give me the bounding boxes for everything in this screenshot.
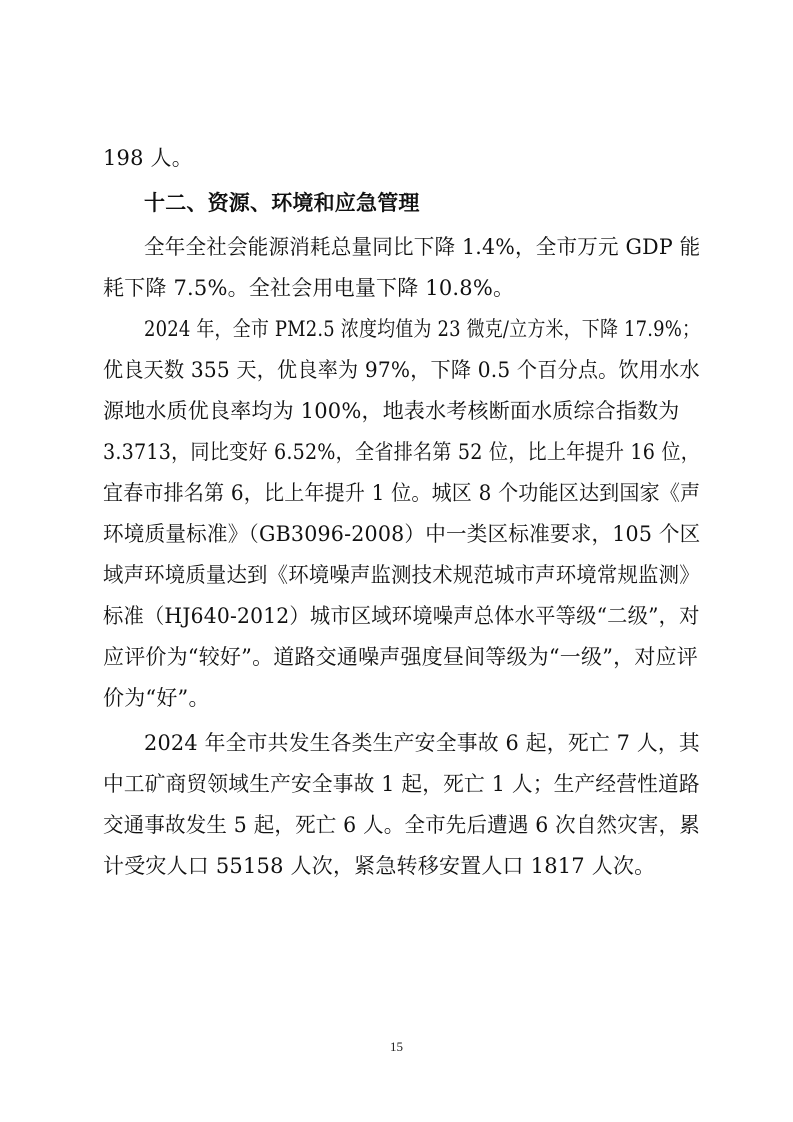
paragraph-line: 优良天数 355 天，优良率为 97%，下降 0.5 个百分点。饮用水水 <box>103 358 700 382</box>
paragraph-line: 计受灾人口 55158 人次，紧急转移安置人口 1817 人次。 <box>103 854 656 878</box>
paragraph-line: 价为“好”。 <box>103 686 210 710</box>
text-line: 198 人。 <box>103 146 193 170</box>
paragraph-line: 中工矿商贸领域生产安全事故 1 起，死亡 1 人；生产经营性道路 <box>103 772 700 796</box>
paragraph-line: 域声环境质量达到《环境噪声监测技术规范城市声环境常规监测》 <box>103 563 700 587</box>
section-heading: 十二、资源、环境和应急管理 <box>144 191 420 215</box>
paragraph-line: 环境质量标准》（GB3096-2008）中一类区标准要求，105 个区 <box>103 522 701 546</box>
paragraph-line: 耗下降 7.5%。全社会用电量下降 10.8%。 <box>103 276 515 300</box>
paragraph-line: 标准（HJ640-2012）城市区域环境噪声总体水平等级“二级”，对 <box>103 604 700 628</box>
paragraph-line: 全年全社会能源消耗总量同比下降 1.4%，全市万元 GDP 能 <box>144 235 701 259</box>
paragraph-line: 源地水质优良率均为 100%，地表水考核断面水质综合指数为 <box>103 399 680 423</box>
paragraph-line: 3.3713，同比变好 6.52%，全省排名第 52 位，比上年提升 16 位， <box>103 440 701 464</box>
paragraph-line: 2024 年，全市 PM2.5 浓度均值为 23 微克/立方米，下降 17.9%； <box>144 317 701 341</box>
page-number: 15 <box>390 1039 403 1054</box>
paragraph-line: 应评价为“较好”。道路交通噪声强度昼间等级为“一级”，对应评 <box>103 645 698 669</box>
paragraph-line: 交通事故发生 5 起，死亡 6 人。全市先后遭遇 6 次自然灾害，累 <box>103 813 700 837</box>
paragraph-line: 宜春市排名第 6，比上年提升 1 位。城区 8 个功能区达到国家《声 <box>103 481 701 505</box>
paragraph-line: 2024 年全市共发生各类生产安全事故 6 起，死亡 7 人，其 <box>144 731 700 755</box>
